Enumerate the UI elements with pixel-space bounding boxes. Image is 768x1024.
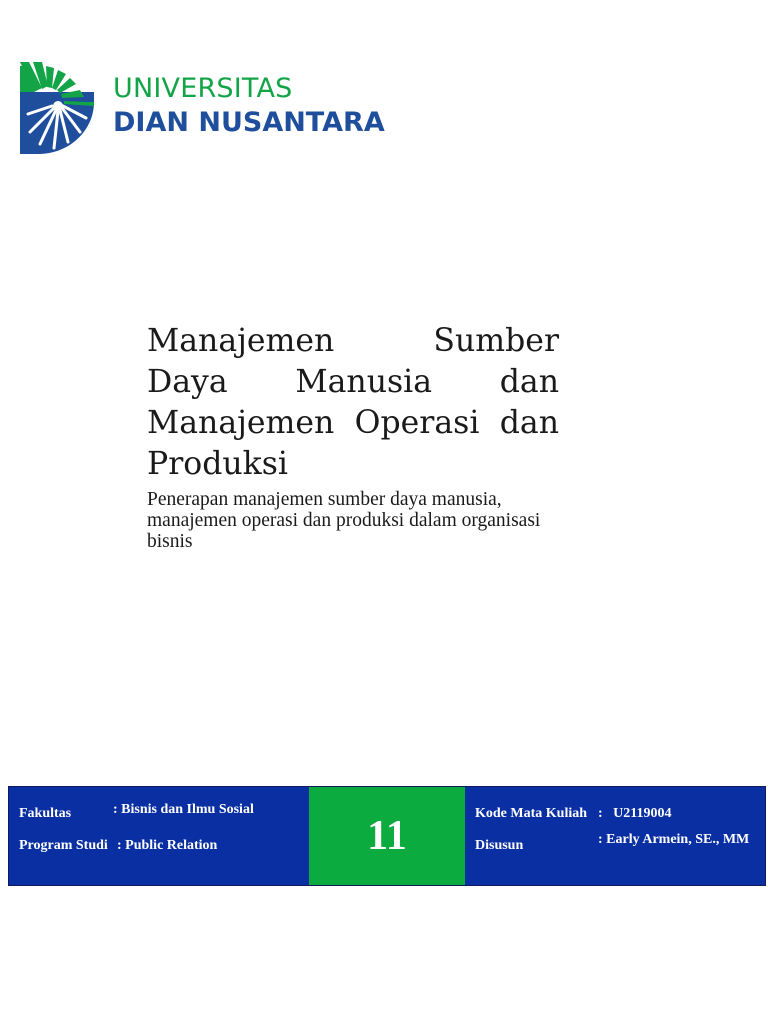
document-title: Manajemen Sumber Daya Manusia dan Manajemen Operasi dan Produksi [147, 323, 559, 482]
university-name-line2: DIAN NUSANTARA [113, 107, 385, 138]
kode-label: Kode Mata Kuliah [475, 806, 588, 821]
disusun-label: Disusun [475, 838, 524, 853]
university-name-line1: UNIVERSITAS [113, 73, 293, 104]
prodi-label: Program Studi [19, 838, 108, 853]
disusun-value: : Early Armein, SE., MM [598, 832, 750, 847]
footer-left-panel [9, 787, 309, 885]
university-emblem-icon [20, 62, 96, 154]
footer-right-panel [465, 787, 765, 885]
prodi-value: : Public Relation [117, 838, 218, 853]
kode-value: : U2119004 [598, 806, 672, 821]
course-info-footer [8, 786, 766, 886]
fakultas-value: : Bisnis dan Ilmu Sosial [113, 802, 254, 817]
document-subtitle: Penerapan manajemen sumber daya manusia, manajemen operasi dan produksi dalam organisasi bisnis [147, 489, 541, 552]
fakultas-label: Fakultas [19, 806, 72, 821]
module-number: 11 [367, 813, 407, 859]
module-number-panel [309, 787, 465, 885]
